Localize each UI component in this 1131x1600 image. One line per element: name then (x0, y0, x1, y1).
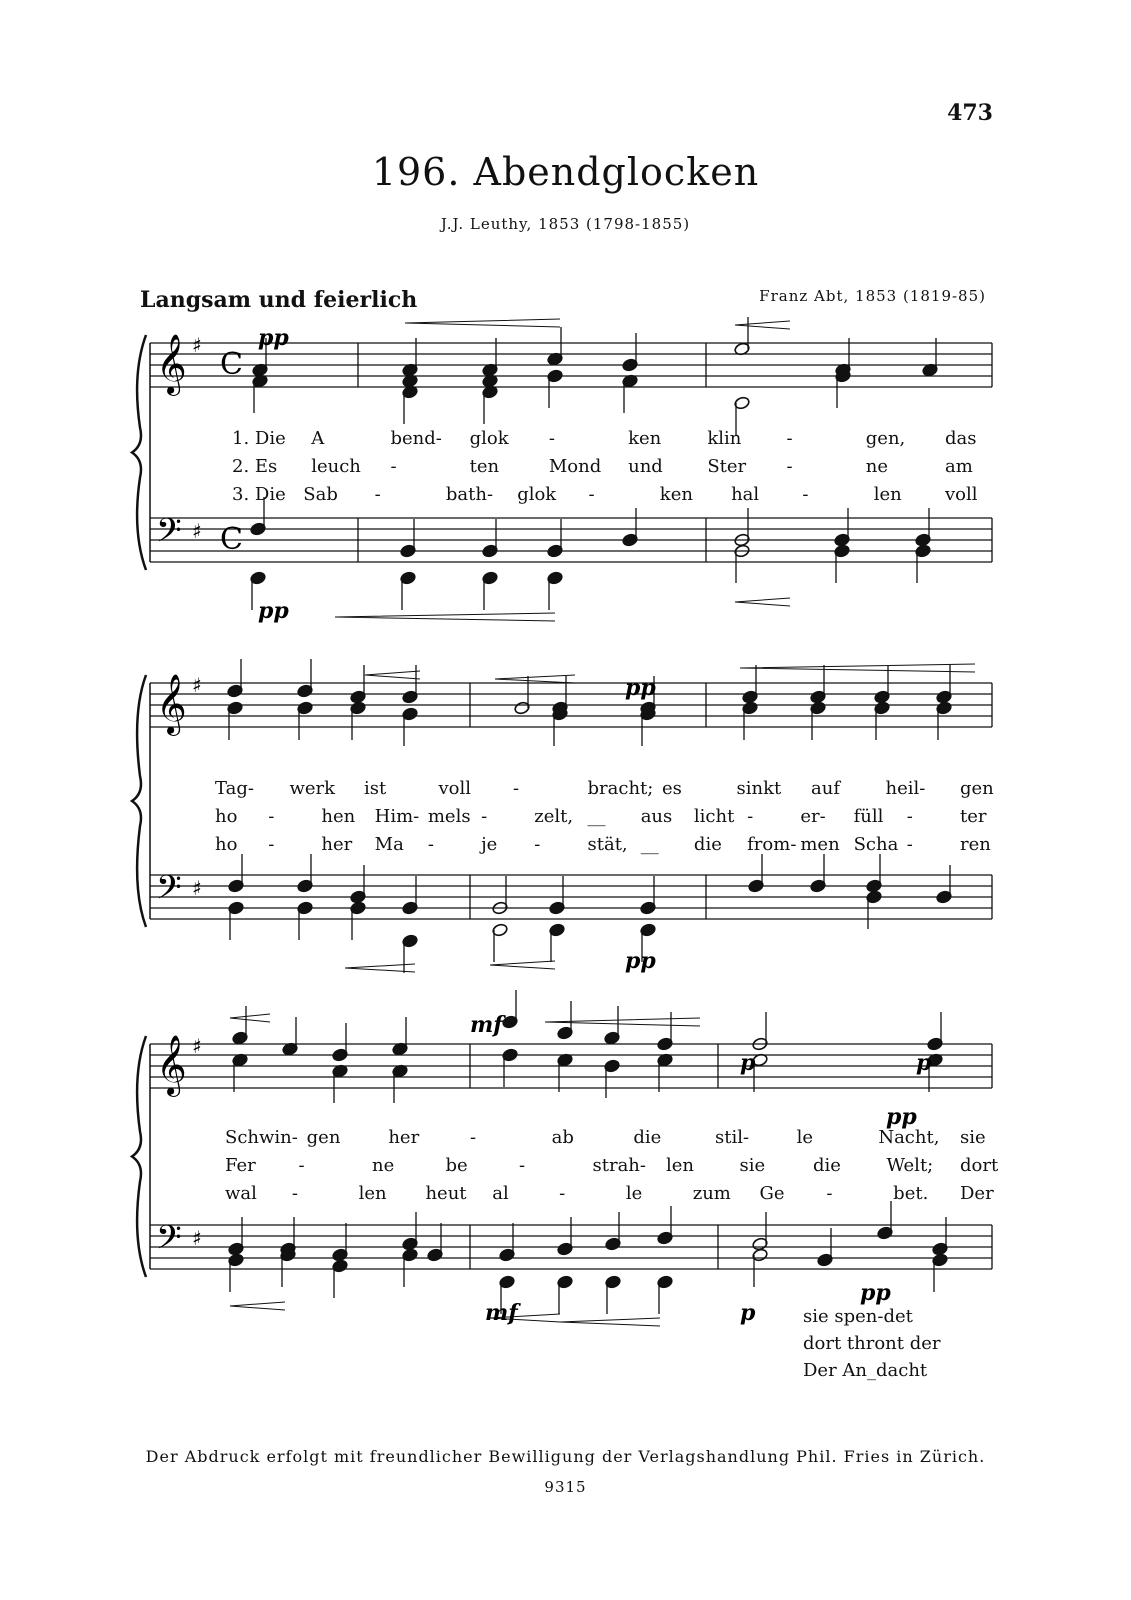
lyric-syllable: glok (469, 428, 509, 449)
lyric-syllable: Tag- (215, 778, 254, 799)
lyric-syllable: - (298, 1155, 305, 1176)
lyric-syllable: bracht; (587, 778, 654, 799)
lyric-syllable: licht (693, 806, 735, 827)
lyric-syllable: - (906, 834, 913, 855)
lyric-syllable: - (268, 806, 275, 827)
brace (132, 1036, 146, 1277)
lyric-syllable: er- (800, 806, 826, 827)
lyric-syllable: __ (640, 834, 659, 855)
lyric-syllable: voll (945, 484, 978, 505)
lyric-syllable: zelt, (534, 806, 574, 827)
hairpin (740, 664, 975, 672)
dynamic-marking: mf (470, 1012, 503, 1038)
lyric-syllable: ist (364, 778, 387, 799)
lyric-syllable: ne (372, 1155, 395, 1176)
lyric-syllable: glok (517, 484, 557, 505)
lyric-syllable: das (945, 428, 977, 449)
dynamic-marking: p (740, 1300, 756, 1326)
treble-clef-icon: 𝄞 (156, 334, 187, 394)
dynamic-marking: pp (625, 948, 656, 974)
lyric-syllable: - (747, 806, 754, 827)
lyric-syllable: - (559, 1183, 566, 1204)
lyric-syllable: mels (427, 806, 471, 827)
lyric-syllable: hal (731, 484, 760, 505)
sharp-icon: ♯ (192, 1034, 202, 1058)
lyric-syllable: Ster (707, 456, 747, 477)
lyric-syllable: 2. Es (232, 456, 278, 477)
tempo-marking: Langsam und feierlich (140, 287, 418, 313)
lyric-syllable: Schwin- (225, 1127, 298, 1148)
hairpin (560, 1318, 660, 1326)
lyric-syllable: le (796, 1127, 814, 1148)
page-number: 473 (947, 100, 993, 126)
plate-number: 9315 (544, 1478, 587, 1496)
lyric-syllable: - (826, 1183, 833, 1204)
page-title: 196. Abendglocken (371, 150, 760, 194)
lyric-syllable: ren (960, 834, 991, 855)
lyric-syllable: ne (865, 456, 889, 477)
dynamic-marking: pp (860, 1280, 891, 1306)
hairpin (405, 319, 560, 327)
lyric-syllable: Him- (374, 806, 420, 827)
lyric-syllable: - (548, 428, 555, 449)
lyric-syllable: auf (811, 778, 840, 799)
lyric-syllable: stät, (587, 834, 628, 855)
lyric-syllable: werk (289, 778, 336, 799)
lyric-syllable: ter (960, 806, 987, 827)
lyric-syllable: le (625, 1183, 643, 1204)
lyric-syllable: bath- (445, 484, 494, 505)
sharp-icon: ♯ (192, 1226, 202, 1250)
lyric-syllable: es (662, 778, 682, 799)
lyric-syllable: Mond (548, 456, 602, 477)
lyric-syllable: wal (225, 1183, 257, 1204)
lyric-syllable: - (786, 456, 793, 477)
lyric-syllable: - (534, 834, 541, 855)
lyric-syllable: die (693, 834, 722, 855)
lyric-syllable: al (492, 1183, 509, 1204)
hairpin (230, 1014, 270, 1022)
lyric-syllable: die (813, 1155, 841, 1176)
lyric-syllable: sie (960, 1127, 986, 1148)
dynamic-marking: pp (886, 1104, 917, 1130)
bass-lyric-line: sie spen-det (803, 1306, 913, 1327)
lyric-syllable: aus (640, 806, 673, 827)
sharp-icon: ♯ (192, 673, 202, 697)
brace (132, 675, 146, 927)
lyric-syllable: dort (960, 1155, 999, 1176)
lyric-syllable: A (311, 428, 325, 449)
lyric-syllable: 1. Die (232, 428, 286, 449)
lyric-syllable: Fer (225, 1155, 256, 1176)
lyric-syllable: her (321, 834, 353, 855)
lyric-syllable: be (445, 1155, 468, 1176)
dynamic-marking: p (740, 1050, 756, 1076)
lyric-syllable: len (873, 484, 902, 505)
treble-clef-icon: 𝄞 (156, 1035, 187, 1095)
dynamic-marking: pp (258, 598, 289, 624)
lyric-syllable: ken (659, 484, 693, 505)
lyric-syllable: - (802, 484, 809, 505)
lyric-syllable: je (481, 834, 498, 855)
lyric-syllable: sie (739, 1155, 766, 1176)
dynamic-marking: pp (258, 325, 289, 351)
lyric-syllable: Scha (853, 834, 899, 855)
lyric-syllable: heil- (885, 778, 926, 799)
lyric-syllable: klin (707, 428, 742, 449)
footer-note: Der Abdruck erfolgt mit freundlicher Bewilligung der Verlagshandlung Phil. Fries in Zürich. (145, 1447, 986, 1466)
brace (132, 335, 146, 570)
composer-credit: Franz Abt, 1853 (1819-85) (759, 287, 986, 305)
hairpin (735, 598, 790, 606)
bass-lyric-line: Der An_dacht (803, 1360, 928, 1381)
lyric-syllable: - (427, 834, 434, 855)
lyric-syllable: ten (469, 456, 500, 477)
lyric-syllable: gen (306, 1127, 341, 1148)
lyric-syllable: - (519, 1155, 526, 1176)
lyric-syllable: - (470, 1127, 477, 1148)
lyric-syllable: die (633, 1127, 662, 1148)
lyric-syllable: und (628, 456, 663, 477)
sharp-icon: ♯ (192, 876, 202, 900)
lyric-syllable: gen, (865, 428, 906, 449)
lyric-syllable: from- (747, 834, 797, 855)
hairpin (335, 613, 555, 621)
lyric-syllable: - (786, 428, 793, 449)
lyric-syllable: len (666, 1155, 695, 1176)
bass-lyric-line: dort thront der (803, 1333, 941, 1354)
hairpin (230, 1302, 285, 1310)
hairpin (495, 675, 575, 683)
lyric-syllable: __ (587, 806, 606, 827)
lyric-syllable: strah- (592, 1155, 646, 1176)
dynamic-marking: p (916, 1050, 932, 1076)
bass-clef-icon: 𝄢 (156, 869, 182, 915)
hairpin (545, 1018, 700, 1026)
lyric-syllable: heut (425, 1183, 467, 1204)
lyric-syllable: Ge (759, 1183, 785, 1204)
lyric-syllable: zum (692, 1183, 731, 1204)
dynamic-marking: pp (625, 675, 656, 701)
lyric-syllable: - (513, 778, 520, 799)
lyric-syllable: füll (853, 806, 884, 827)
lyric-syllable: ab (551, 1127, 574, 1148)
lyric-syllable: her (388, 1127, 420, 1148)
poet-credit: J.J. Leuthy, 1853 (1798-1855) (440, 215, 691, 233)
lyric-syllable: - (390, 456, 397, 477)
lyric-syllable: ho (215, 806, 238, 827)
lyric-syllable: Sab (303, 484, 338, 505)
lyric-syllable: - (268, 834, 275, 855)
dynamic-marking: mf (485, 1300, 518, 1326)
lyric-syllable: Nacht, (878, 1127, 940, 1148)
lyric-syllable: voll (438, 778, 472, 799)
lyric-syllable: Der (960, 1183, 994, 1204)
sharp-icon: ♯ (192, 333, 202, 357)
lyric-syllable: leuch (311, 456, 361, 477)
common-time-icon: C (220, 347, 243, 382)
lyric-syllable: - (374, 484, 381, 505)
lyric-syllable: am (945, 456, 973, 477)
lyric-syllable: Ma (374, 834, 404, 855)
lyric-syllable: - (906, 806, 913, 827)
lyric-syllable: bet. (893, 1183, 929, 1204)
hairpin (735, 321, 790, 329)
lyric-syllable: - (588, 484, 595, 505)
bass-clef-icon: 𝄢 (156, 1219, 182, 1265)
treble-clef-icon: 𝄞 (156, 674, 187, 734)
lyric-syllable: bend- (390, 428, 442, 449)
lyric-syllable: hen (321, 806, 356, 827)
lyric-syllable: 3. Die (232, 484, 286, 505)
lyric-syllable: len (358, 1183, 387, 1204)
lyric-syllable: ho (215, 834, 238, 855)
lyric-syllable: Welt; (886, 1155, 934, 1176)
lyric-syllable: sinkt (736, 778, 782, 799)
lyric-syllable: ken (628, 428, 662, 449)
hairpin (490, 961, 555, 969)
hairpin (365, 671, 420, 679)
lyric-syllable: - (291, 1183, 298, 1204)
common-time-icon: C (220, 522, 243, 557)
bass-clef-icon: 𝄢 (156, 512, 182, 558)
lyric-syllable: men (800, 834, 840, 855)
sharp-icon: ♯ (192, 519, 202, 543)
lyric-syllable: gen (960, 778, 994, 799)
lyric-syllable: stil- (715, 1127, 750, 1148)
lyric-syllable: - (481, 806, 488, 827)
